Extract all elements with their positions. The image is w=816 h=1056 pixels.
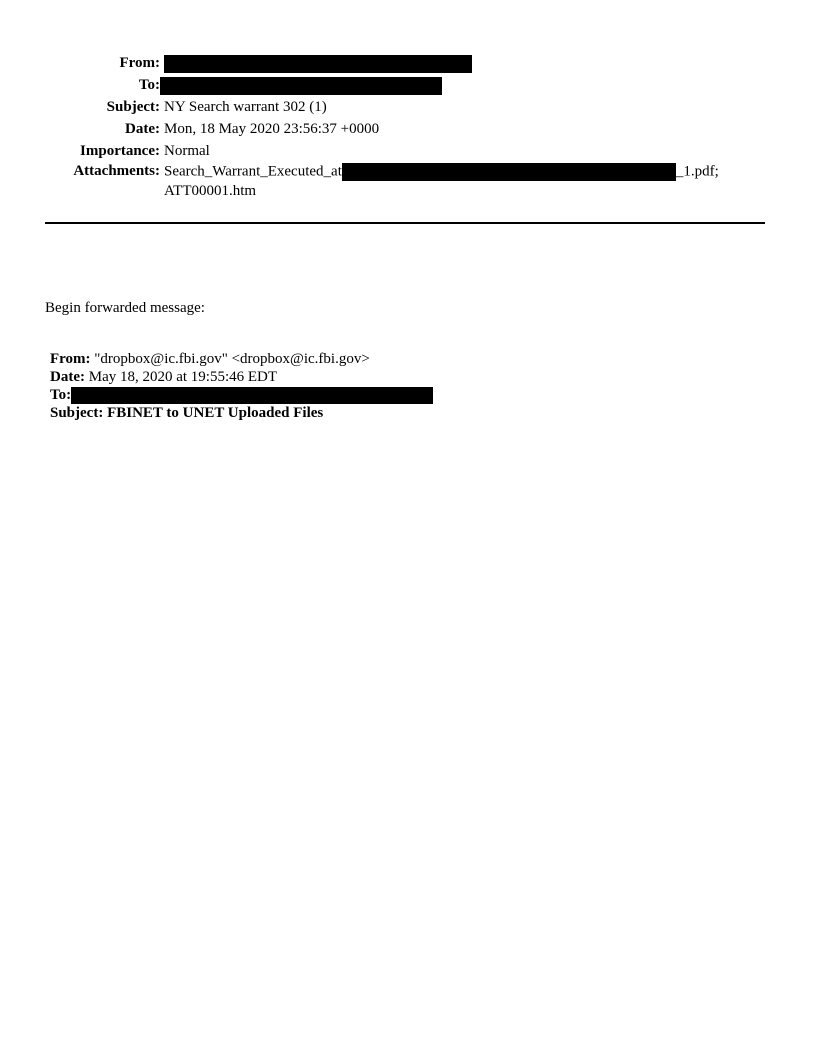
header-to-row bbox=[0, 75, 816, 97]
fwd-to-label: To: bbox=[50, 387, 72, 403]
header-date-row bbox=[0, 119, 816, 141]
from-label: From: bbox=[119, 55, 160, 71]
header-attachments-row bbox=[0, 163, 816, 203]
header-from-row bbox=[0, 53, 816, 75]
forward-intro: Begin forwarded message: bbox=[45, 300, 205, 316]
email-header bbox=[0, 53, 816, 203]
to-label: To: bbox=[138, 77, 160, 93]
header-subject-row bbox=[0, 97, 816, 119]
importance-value: Normal bbox=[164, 143, 210, 159]
fwd-subject-label: Subject: bbox=[50, 405, 104, 421]
attachment-prefix: Search_Warrant_Executed_at bbox=[164, 163, 342, 180]
header-divider bbox=[45, 222, 765, 224]
attachment-suffix: _1.pdf; bbox=[675, 163, 719, 180]
fwd-from-value: "dropbox@ic.fbi.gov" <dropbox@ic.fbi.gov> bbox=[94, 351, 370, 367]
fwd-date-value: May 18, 2020 at 19:55:46 EDT bbox=[88, 369, 278, 385]
fwd-from-row bbox=[50, 350, 433, 368]
importance-label: Importance: bbox=[80, 143, 160, 159]
redaction-to bbox=[160, 77, 442, 95]
fwd-from-label: From: bbox=[50, 351, 91, 367]
attachment-second: ATT00001.htm bbox=[164, 183, 257, 199]
redaction-from bbox=[164, 55, 472, 73]
redaction-fwd-to bbox=[71, 387, 433, 404]
redaction-attachment bbox=[342, 163, 676, 181]
subject-value: NY Search warrant 302 (1) bbox=[164, 99, 327, 115]
from-value bbox=[164, 53, 472, 73]
subject-label: Subject: bbox=[106, 99, 160, 115]
fwd-subject-value: FBINET to UNET Uploaded Files bbox=[107, 405, 324, 421]
forwarded-header bbox=[50, 350, 433, 422]
fwd-date-row bbox=[50, 368, 433, 386]
fwd-to-row bbox=[50, 386, 433, 404]
header-importance-row bbox=[0, 141, 816, 163]
attachments-value bbox=[164, 163, 719, 181]
fwd-subject-row bbox=[50, 404, 433, 422]
date-value: Mon, 18 May 2020 23:56:37 +0000 bbox=[164, 121, 380, 137]
to-value bbox=[160, 75, 442, 95]
attachments-label: Attachments: bbox=[73, 163, 160, 179]
fwd-date-label: Date: bbox=[50, 369, 85, 385]
date-label: Date: bbox=[125, 121, 160, 137]
